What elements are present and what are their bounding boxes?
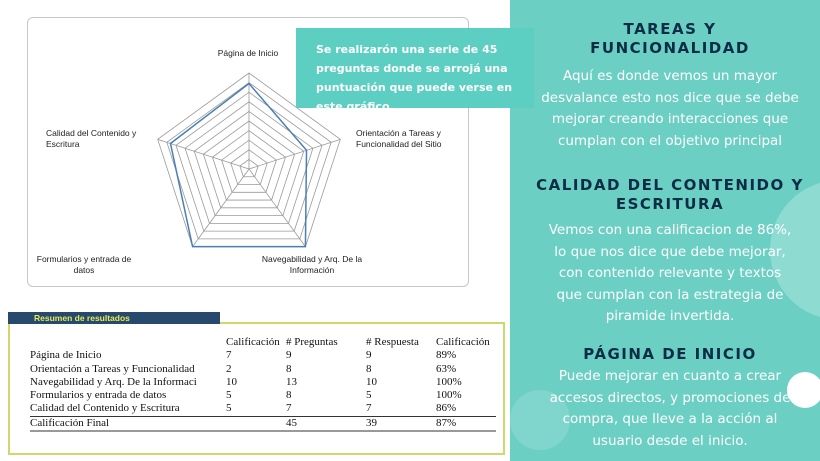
radar-spoke — [249, 139, 340, 169]
table-cell: 7 — [366, 402, 372, 415]
header-cell: Calificación — [436, 336, 490, 348]
table-cell: Navegabilidad y Arq. De la Informaci — [30, 375, 197, 388]
body-line: usuario desde el inicio. — [592, 432, 748, 449]
radar-category-label-line: Página de Inicio — [217, 48, 279, 58]
radar-category-label — [247, 254, 377, 276]
radar-category-label-line: Calidad del Contenido y — [46, 128, 137, 138]
heading-line: ESCRITURA — [615, 195, 725, 213]
body-line: lo que nos dice que debe mejorar, — [554, 243, 786, 260]
section-body-calidad — [530, 220, 810, 328]
body-line: compra, que lleve a la acción al — [562, 411, 778, 427]
table-cell: 5 — [226, 402, 232, 415]
heading-line: PÁGINA DE INICIO — [583, 345, 757, 363]
table-total-row — [30, 416, 496, 431]
section-heading-tareas — [540, 20, 800, 58]
body-line: con contenido relevante y textos — [558, 265, 782, 281]
table-cell: 7 — [226, 349, 232, 362]
body-line: Aquí es donde vemos un mayor — [562, 68, 777, 84]
table-row — [30, 363, 496, 376]
body-line: mejorar creando interacciones que — [551, 111, 789, 127]
section-heading-calidad — [530, 176, 810, 214]
table-cell: Calificación Final — [30, 416, 220, 431]
body-line: accesos directos, y promociones de — [549, 389, 791, 406]
table-cell: 13 — [286, 375, 297, 388]
radar-category-label-line: Escritura — [46, 139, 80, 149]
header-cell — [30, 336, 220, 349]
section-heading-pagina — [540, 345, 800, 364]
radar-category-label — [46, 128, 156, 150]
table-cell: Orientación a Tareas y Funcionalidad — [30, 362, 195, 375]
section-body-tareas — [530, 66, 810, 152]
radar-category-label — [24, 254, 144, 276]
callout-box — [296, 28, 534, 113]
callout-text: Se realizarón una serie de 45 preguntas donde se arrojá una puntuación que puede verse en este gráfico — [316, 43, 513, 113]
table-cell: 89% — [436, 349, 457, 362]
section-body-pagina — [530, 366, 810, 452]
table-cell: Página de Inicio — [30, 349, 102, 362]
radar-category-label-line: Información — [289, 265, 335, 275]
table-cell: 87% — [436, 416, 496, 431]
table-cell: 86% — [436, 402, 457, 415]
table-row — [30, 402, 496, 416]
table-header-row — [30, 336, 496, 349]
table-cell: 9 — [366, 349, 372, 362]
radar-category-label-line: Formularios y entrada de — [36, 254, 132, 264]
table-cell: 2 — [226, 362, 232, 375]
table-cell: 8 — [366, 362, 372, 375]
table-cell: 8 — [286, 362, 292, 375]
body-line: piramide invertida. — [605, 308, 735, 324]
radar-category-label-line: Funcionalidad del Sitio — [356, 139, 442, 149]
table-cell: Calidad del Contenido y Escritura — [30, 402, 180, 415]
table-cell: Formularios y entrada de datos — [30, 389, 167, 402]
table-cell: 39 — [366, 416, 436, 431]
radar-category-label-line: datos — [73, 265, 95, 275]
header-cell: # Preguntas — [286, 336, 338, 348]
header-cell: Calificación — [226, 336, 280, 348]
table-row — [30, 389, 496, 402]
table-cell: 9 — [286, 349, 292, 362]
body-line: que cumplan con la estrategia de — [556, 286, 784, 303]
heading-line: FUNCIONALIDAD — [590, 39, 750, 57]
body-line: Vemos con una calificacion de 86%, — [548, 222, 792, 238]
table-row — [30, 349, 496, 362]
table-row — [30, 376, 496, 389]
radar-category-label-line: Orientación a Tareas y — [356, 128, 441, 138]
radar-category-label — [188, 48, 308, 59]
radar-category-label-line: Navegabilidad y Arq. De la — [261, 254, 363, 264]
table-cell: 8 — [286, 389, 292, 402]
table-cell: 10 — [366, 375, 377, 388]
body-line: Puede mejorar en cuanto a crear — [558, 368, 782, 384]
radar-category-label — [356, 128, 466, 150]
results-table — [30, 336, 496, 432]
table-cell: 100% — [436, 389, 462, 402]
body-line: cumplan con el objetivo principal — [557, 132, 783, 149]
radar-spoke — [158, 139, 249, 169]
heading-line: TAREAS Y — [623, 20, 717, 38]
table-cell: 7 — [286, 402, 292, 415]
table-cell: 45 — [286, 416, 366, 431]
table-cell: 100% — [436, 375, 462, 388]
table-cell: 5 — [366, 389, 372, 402]
table-cell: 10 — [226, 375, 237, 388]
table-cell: 63% — [436, 362, 457, 375]
table-cell: 5 — [226, 389, 232, 402]
heading-line: CALIDAD DEL CONTENIDO Y — [536, 176, 804, 194]
body-line: desvalance esto nos dice que se debe — [541, 89, 799, 106]
summary-table — [8, 312, 505, 455]
table-cell — [220, 416, 286, 431]
summary-title: Resumen de resultados — [34, 313, 130, 323]
header-cell: # Respuesta — [366, 336, 419, 348]
